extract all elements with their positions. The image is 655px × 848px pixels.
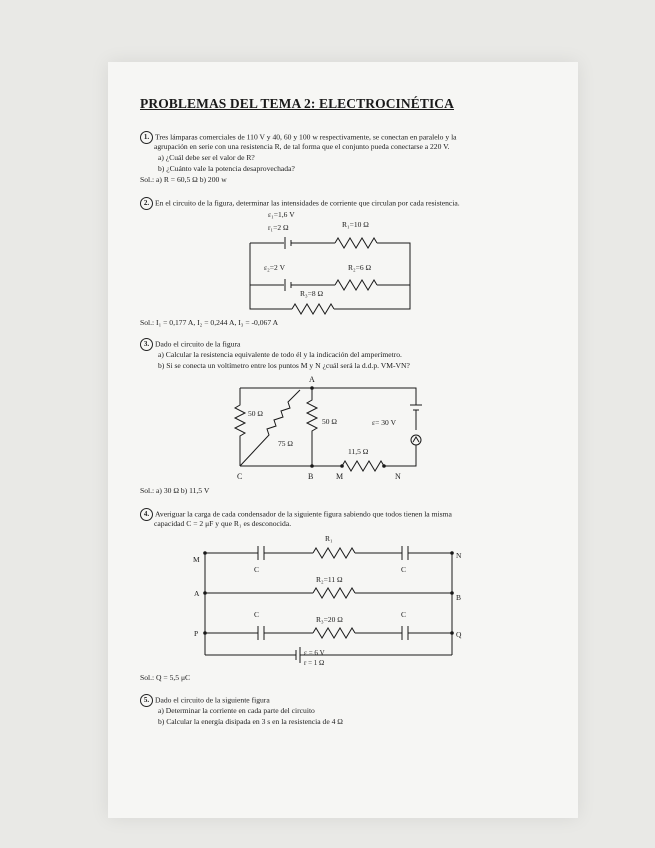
question-a: a) Calcular la resistencia equivalente de todo él y la indicación del amperímetro. <box>158 350 402 359</box>
capacitor-3 <box>258 626 264 640</box>
resistor-r2 <box>313 588 355 598</box>
node-b-label: B <box>456 593 462 602</box>
node-n <box>382 464 386 468</box>
internal-resistance-label: r = 1 Ω <box>304 659 325 667</box>
capacitor-1 <box>258 546 264 560</box>
problem-text: agrupación en serie con una resistencia R, de tal forma que el conjunto pueda conectarse a 220 V. <box>154 142 450 151</box>
capacitor-2-label: C <box>401 565 407 574</box>
solution: Sol.: a) 30 Ω b) 11,5 V <box>140 486 210 495</box>
problem-text: Dado el circuito de la siguiente figura <box>155 695 270 705</box>
problem-number: 2. <box>140 197 153 210</box>
emf-label: ε = 6 V <box>304 649 325 657</box>
resistor-50b-label: 50 Ω <box>322 417 337 426</box>
node-p-label: P <box>194 629 199 638</box>
problem-text: Averiguar la carga de cada condensador de la siguiente figura sabiendo que todos tienen la misma <box>155 509 452 519</box>
resistor-r1 <box>335 238 377 248</box>
question-b: b) Calcular la energía disipada en 3 s en la resistencia de 4 Ω <box>158 717 343 726</box>
resistor-50a-label: 50 Ω <box>248 409 263 418</box>
internal-resistance-label: r₁=2 Ω <box>268 223 289 232</box>
emf-2-label: ε₂=2 V <box>264 263 286 272</box>
resistor-r3 <box>313 628 355 638</box>
resistor-r1-label: R₁=10 Ω <box>342 220 369 229</box>
node-q-label: Q <box>456 630 462 639</box>
resistor-75 <box>240 390 300 466</box>
resistor-r2 <box>335 280 377 290</box>
problem-number: 5. <box>140 694 153 707</box>
node-m-label: M <box>336 472 344 481</box>
node-a-label: A <box>309 375 315 384</box>
node-m-label: M <box>193 555 200 564</box>
solution: Sol.: I₁ = 0,177 A, I₂ = 0,244 A, I₃ = -0,067 A <box>140 318 279 327</box>
solution: Sol.: Q = 5,5 μC <box>140 673 191 682</box>
node-a <box>310 386 314 390</box>
capacitor-2 <box>402 546 408 560</box>
capacitor-4 <box>402 626 408 640</box>
node-b <box>310 464 314 468</box>
problem-text: capacidad C = 2 μF y que R₁ es desconocida. <box>154 519 292 528</box>
resistor-r1-label: R₁ <box>325 534 333 543</box>
node-n-label: N <box>395 472 401 481</box>
question-a: a) Determinar la corriente en cada parte del circuito <box>158 706 315 715</box>
resistor-r3-label: R₃=8 Ω <box>300 289 324 298</box>
emf-label: ε= 30 V <box>372 418 397 427</box>
node-a-label: A <box>194 589 200 598</box>
resistor-75-label: 75 Ω <box>278 439 293 448</box>
capacitor-1-label: C <box>254 565 260 574</box>
page-title: PROBLEMAS DEL TEMA 2: ELECTROCINÉTICA <box>140 96 455 111</box>
resistor-r3-label: R₃=20 Ω <box>316 615 343 624</box>
resistor-r2-label: R₂=6 Ω <box>348 263 372 272</box>
circuit-3 <box>235 375 422 481</box>
problem-number: 4. <box>140 508 153 521</box>
question-b: b) Si se conecta un voltímetro entre los puntos M y N ¿cuál será la d.d.p. VM-VN? <box>158 361 410 370</box>
question-a: a) ¿Cuál debe ser el valor de R? <box>158 153 255 162</box>
node-b-label: B <box>308 472 314 481</box>
problem-number: 3. <box>140 338 153 351</box>
question-b: b) ¿Cuánto vale la potencia desaprovechada? <box>158 164 295 173</box>
emf-1-label: ε₁=1,6 V <box>268 210 295 219</box>
resistor-115-label: 11,5 Ω <box>348 447 369 456</box>
problem-text: Tres lámparas comerciales de 110 V y 40, 60 y 100 w respectivamente, se conectan en paralelo y la <box>155 132 457 142</box>
resistor-115 <box>342 461 384 471</box>
circuit-4 <box>193 534 462 667</box>
circuit-2 <box>250 210 410 314</box>
problem-text: Dado el circuito de la figura <box>155 339 241 349</box>
resistor-50a <box>235 388 245 466</box>
capacitor-4-label: C <box>401 610 407 619</box>
resistor-r3 <box>292 304 334 314</box>
node-c-label: C <box>237 472 243 481</box>
capacitor-3-label: C <box>254 610 260 619</box>
problem-text: En el circuito de la figura, determinar las intensidades de corriente que circulan por cada resistencia. <box>155 198 460 208</box>
resistor-r1 <box>313 548 355 558</box>
resistor-r2-label: R₂=11 Ω <box>316 575 343 584</box>
node-n-label: N <box>456 551 462 560</box>
problem-number: 1. <box>140 131 153 144</box>
node-m <box>340 464 344 468</box>
solution: Sol.: a) R = 60,5 Ω b) 200 w <box>140 175 227 184</box>
resistor-50b <box>307 388 317 466</box>
